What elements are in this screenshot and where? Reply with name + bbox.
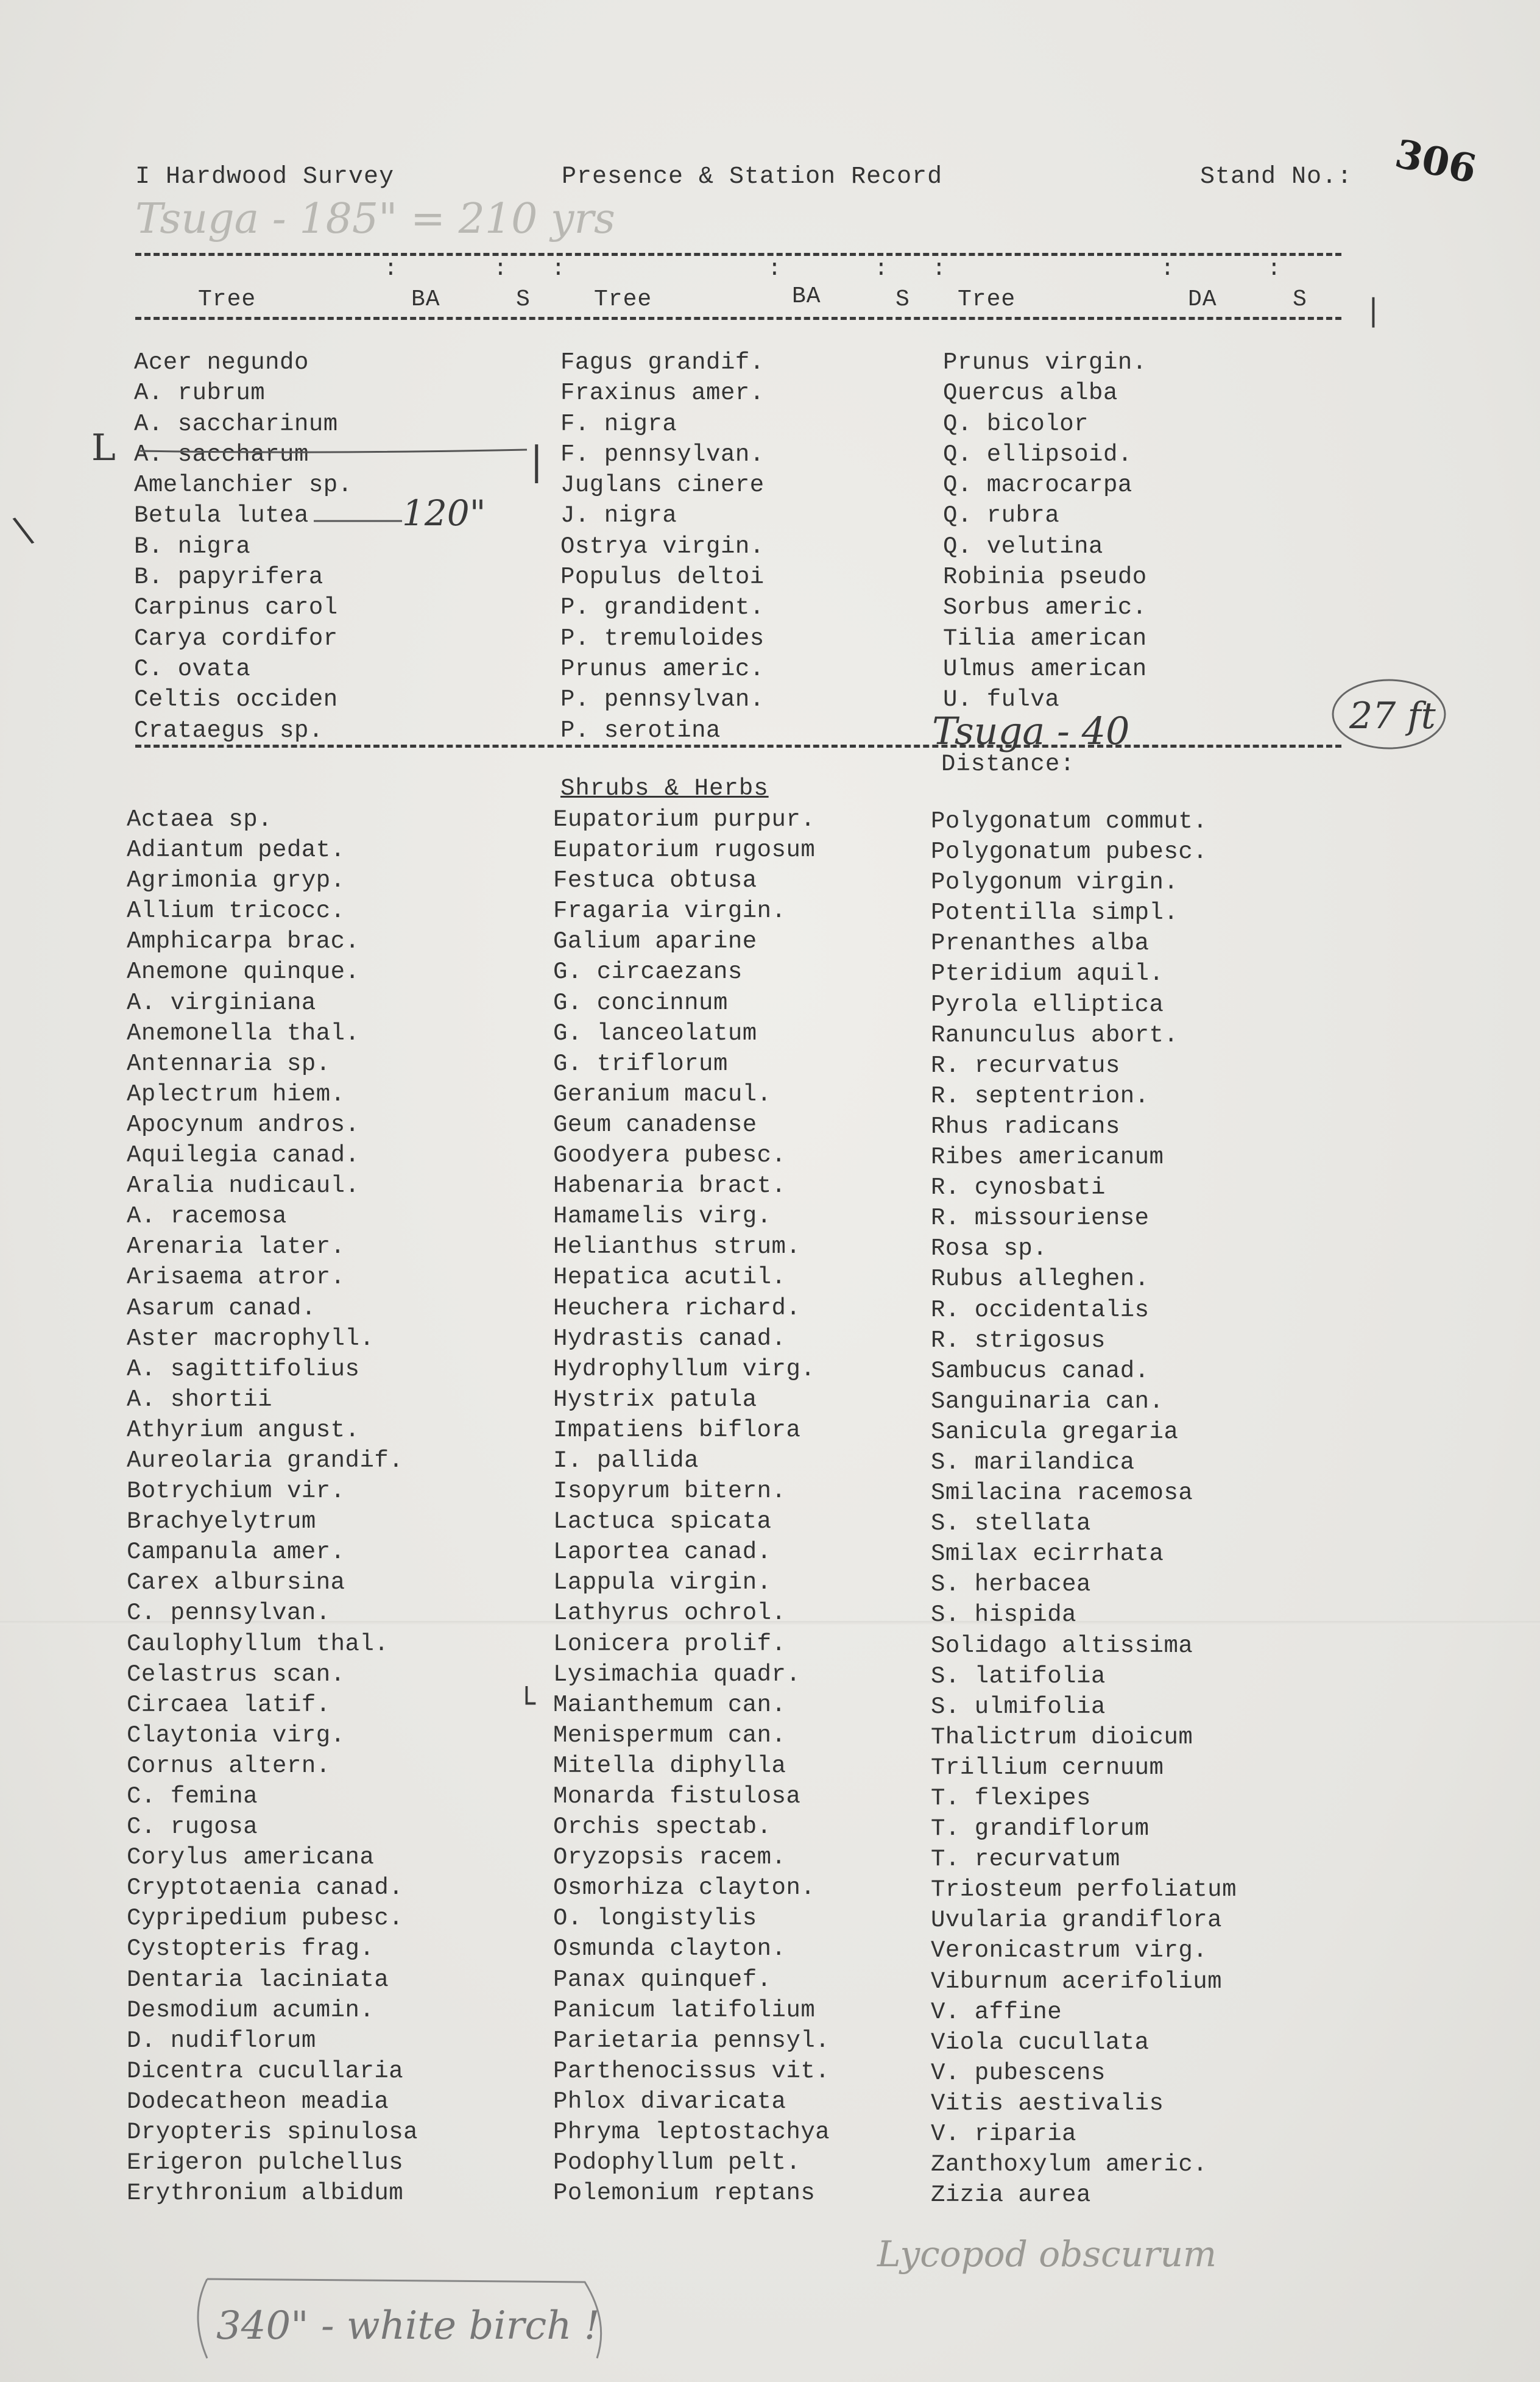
tree-species-entry: F. nigra [560, 410, 677, 438]
herb-species-entry: Smilacina racemosa [931, 1480, 1193, 1507]
herb-species-entry: V. affine [931, 1998, 1062, 2026]
tree-species-entry: Prunus americ. [560, 655, 765, 682]
tree-header-3: Tree [958, 286, 1016, 313]
herb-species-entry: Zanthoxylum americ. [931, 2151, 1208, 2178]
tree-species-entry: A. rubrum [134, 380, 266, 407]
herb-species-entry: S. hispida [931, 1601, 1077, 1629]
herb-species-entry: Allium tricocc. [127, 898, 345, 925]
tree-species-entry: Ostrya virgin. [560, 533, 765, 560]
herb-species-entry: Dentaria laciniata [127, 1966, 389, 1993]
herb-species-entry: Goodyera pubesc. [553, 1142, 786, 1169]
herb-species-entry: Solidago altissima [931, 1632, 1193, 1659]
herb-species-entry: Heuchera richard. [553, 1294, 801, 1322]
herb-species-entry: Rhus radicans [931, 1113, 1120, 1140]
circled-distance: 27 ft [1349, 695, 1436, 737]
left-margin-tick: \ [10, 508, 37, 553]
herb-species-entry: Geranium macul. [553, 1080, 772, 1108]
herb-species-entry: A. racemosa [127, 1203, 287, 1230]
herb-species-entry: Desmodium acumin. [127, 1996, 375, 2024]
herb-species-entry: Zizia aurea [931, 2182, 1091, 2209]
herb-species-entry: Actaea sp. [127, 806, 273, 833]
herb-species-entry: Eupatorium rugosum [553, 837, 816, 864]
herb-species-entry: Athyrium angust. [127, 1416, 360, 1444]
herb-species-entry: Aquilegia canad. [127, 1142, 360, 1169]
lycopod-handwritten-note: Lycopod obscurum [877, 2233, 1217, 2275]
tree-species-entry: Q. macrocarpa [943, 472, 1132, 499]
herb-species-entry: Menispermum can. [553, 1721, 786, 1749]
s-header-2: S [895, 286, 910, 313]
herb-species-entry: Geum canadense [553, 1111, 757, 1138]
herb-species-entry: Hydrastis canad. [553, 1325, 786, 1352]
s-header-3: S [1293, 286, 1307, 313]
herb-species-entry: Pteridium aquil. [931, 960, 1164, 988]
herb-species-entry: Eupatorium purpur. [553, 806, 816, 833]
herb-species-entry: R. strigosus [931, 1327, 1106, 1354]
herb-species-entry: Smilax ecirrhata [931, 1540, 1164, 1568]
herb-species-entry: Triosteum perfoliatum [931, 1876, 1237, 1904]
herb-species-entry: Caulophyllum thal. [127, 1630, 389, 1657]
tree-species-entry: Amelanchier sp. [134, 472, 353, 499]
herb-species-entry: Polygonatum pubesc. [931, 838, 1208, 866]
herb-species-entry: I. pallida [553, 1447, 699, 1474]
herb-species-entry: Adiantum pedat. [127, 837, 345, 864]
herb-species-entry: S. marilandica [931, 1448, 1135, 1476]
herb-species-entry: Dodecatheon meadia [127, 2088, 389, 2115]
herb-species-entry: Uvularia grandiflora [931, 1907, 1223, 1934]
herb-species-entry: Erigeron pulchellus [127, 2149, 404, 2177]
tree-species-entry: Ulmus american [943, 655, 1147, 682]
herb-species-entry: R. cynosbati [931, 1174, 1106, 1202]
herb-species-entry: Lonicera prolif. [553, 1630, 786, 1657]
s-header-1: S [516, 286, 531, 313]
herb-species-entry: Arisaema atror. [127, 1264, 345, 1291]
herb-species-entry: Botrychium vir. [127, 1478, 345, 1505]
tree-species-entry: P. pennsylvan. [560, 686, 765, 714]
tree-species-entry: F. pennsylvan. [560, 441, 765, 468]
herb-species-entry: Celastrus scan. [127, 1661, 345, 1688]
herb-species-entry: Prenanthes alba [931, 930, 1150, 957]
herb-species-entry: S. ulmifolia [931, 1693, 1106, 1720]
herb-species-entry: Polygonum virgin. [931, 869, 1179, 896]
shrubs-herbs-heading: Shrubs & Herbs [560, 775, 769, 802]
herb-species-entry: O. longistylis [553, 1905, 757, 1932]
herb-species-entry: Cryptotaenia canad. [127, 1874, 404, 1902]
tree-species-entry: Celtis occiden [134, 686, 338, 714]
herb-species-entry: V. pubescens [931, 2059, 1106, 2086]
herb-species-entry: Rubus alleghen. [931, 1266, 1150, 1293]
saccharum-check-mark: L [91, 427, 116, 469]
herb-species-entry: R. occidentalis [931, 1296, 1150, 1324]
herb-species-entry: Helianthus strum. [553, 1233, 801, 1261]
herb-species-entry: Ribes americanum [931, 1144, 1164, 1171]
herb-species-entry: Phlox divaricata [553, 2088, 786, 2115]
herb-species-entry: Mitella diphylla [553, 1752, 786, 1779]
herb-species-entry: Corylus americana [127, 1844, 375, 1871]
tree-column-3 [943, 347, 1147, 715]
herb-species-entry: Aureolaria grandif. [127, 1447, 404, 1474]
table-header-rule [135, 317, 1341, 320]
herb-species-entry: Panicum latifolium [553, 1996, 816, 2024]
header-right: Stand No.: [1200, 163, 1353, 191]
tree-species-entry: Fraxinus amer. [560, 380, 765, 407]
tree-species-entry: Acer negundo [134, 349, 309, 376]
herb-species-entry: Asarum canad. [127, 1294, 316, 1322]
herb-species-entry: Vitis aestivalis [931, 2090, 1164, 2117]
herb-species-entry: Laportea canad. [553, 1539, 772, 1566]
herb-species-entry: Polygonatum commut. [931, 808, 1208, 835]
herb-species-entry: Hydrophyllum virg. [553, 1355, 816, 1383]
ba-header-2: BA [792, 283, 821, 310]
tree-species-entry: Juglans cinere [560, 472, 765, 499]
herb-species-entry: Rosa sp. [931, 1235, 1048, 1263]
herb-species-entry: Pyrola elliptica [931, 991, 1164, 1018]
tree-species-entry: C. ovata [134, 655, 251, 682]
herb-species-entry: Dryopteris spinulosa [127, 2119, 419, 2146]
herb-species-entry: Brachyelytrum [127, 1508, 316, 1536]
tree-species-entry: Q. ellipsoid. [943, 441, 1132, 468]
tree-species-entry: Sorbus americ. [943, 594, 1147, 622]
herb-species-entry: C. pennsylvan. [127, 1600, 331, 1627]
herb-species-entry: Aster macrophyll. [127, 1325, 375, 1352]
header-tick: | [1368, 292, 1379, 328]
herb-species-entry: Cornus altern. [127, 1752, 331, 1779]
tree-header-2: Tree [594, 286, 652, 313]
herb-species-entry: Panax quinquef. [553, 1966, 772, 1993]
herb-column-1 [127, 804, 418, 2208]
survey-sheet: I Hardwood Survey Presence & Station Record Stand No.: 306 Tsuga - 185" = 210 yrs : : : : : : : : Tree BA S Tree BA S Tree DA S | Acer negundo A. rubrum A. saccharinum A. saccharum Amelanchier sp. Betula lutea B. nigra B. papyrifera Carpinus carol Carya cordifor C. ovata Celtis occiden Crataegus sp. Fagus grandif. Fraxinus amer. F. nigra F. pennsylvan. Juglans cinere J. nigra Ostrya virgin. Populus deltoi P. grandident. P. tremuloides Prunus americ. P. pennsylvan. P. serotina Prunus virgin. Quercus alba Q. bicolor Q. ellipsoid. Q. macrocarpa Q. rubra Q. velutina Robinia pseudo Sorbus americ. Tilia american Ulmus american U. fulva L | 120" \ Tsuga - 40 27 ft Distance: Shrubs & Herbs Actaea sp. Adiantum pedat. Agrimonia gryp. Allium tricocc. Amphicarpa brac. Anemone quinque. A. virginiana Anemonella thal. Antennaria sp. Aplectrum hiem. Apocynum andros. Aquilegia canad. Aralia nudicaul. A. racemosa Arenaria later. Arisaema atror. Asarum canad. Aster macrophyll. A. sagittifolius A. shortii Athyrium angust. Aureolaria grandif. Botrychium vir. Brachyelytrum Campanula amer. Carex albursina C. pennsylvan. Caulophyllum thal. Celastrus scan. Circaea latif. Claytonia virg. Cornus altern. C. femina C. rugosa Corylus americana Cryptotaenia canad. Cypripedium pubesc. Cystopteris frag. Dentaria laciniata Desmodium acumin. D. nudiflorum Dicentra cucullaria Dodecatheon meadia Dryopteris spinulosa Erigeron pulchellus Erythronium albidum Eupatorium purpur. Eupatorium rugosum Festuca obtusa Fragaria virgin. Galium aparine G. circaezans G. concinnum G. lanceolatum G. triflorum Geranium macul. Geum canadense Goodyera pubesc. Habenaria bract. Hamamelis virg. Helianthus strum. Hepatica acutil. Heuchera richard. Hydrastis canad. Hydrophyllum virg. Hystrix patula Impatiens biflora I. pallida Isopyrum bitern. Lactuca spicata Laportea canad. Lappula virgin. Lathyrus ochrol. Lonicera prolif. Lysimachia quadr. Maianthemum can. Menispermum can. Mitella diphylla Monarda fistulosa Orchis spectab. Oryzopsis racem. Osmorhiza clayton. O. longistylis Osmunda clayton. Panax quinquef. Panicum latifolium Parietaria pennsyl. Parthenocissus vit. Phlox divaricata Phryma leptostachya Podophyllum pelt. Polemonium reptans Polygonatum commut. Polygonatum pubesc. Polygonum virgin. Potentilla simpl. Prenanthes alba Pteridium aquil. Pyrola elliptica Ranunculus abort. R. recurvatus R. septentrion. Rhus radicans Ribes americanum R. cynosbati R. missouriense Rosa sp. Rubus alleghen. R. occidentalis R. strigosus Sambucus canad. Sanguinaria can. Sanicula gregaria S. marilandica Smilacina racemosa S. stellata Smilax ecirrhata S. herbacea S. hispida Solidago altissima S. latifolia S. ulmifolia Thalictrum dioicum Trillium cernuum T. flexipes T. grandiflorum T. recurvatum Triosteum perfoliatum Uvularia grandiflora Veronicastrum virg. Viburnum acerifolium V. affine Viola cucullata V. pubescens Vitis aestivalis V. riparia Zanthoxylum americ. Zizia aurea └ Lycopod obscurum 340" - white birch ! [0, 0, 1540, 2382]
herb-species-entry: Trillium cernuum [931, 1754, 1164, 1781]
herb-species-entry: Cypripedium pubesc. [127, 1905, 404, 1932]
herb-species-entry: Arenaria later. [127, 1233, 345, 1261]
tree-species-entry: P. tremuloides [560, 625, 765, 652]
tree-species-entry: Betula lutea [134, 502, 309, 530]
herb-species-entry: Aralia nudicaul. [127, 1172, 360, 1200]
herb-species-entry: G. concinnum [553, 989, 728, 1016]
herb-species-entry: Erythronium albidum [127, 2180, 404, 2207]
tree-species-entry: Prunus virgin. [943, 349, 1147, 376]
da-header-3: DA [1188, 286, 1217, 313]
herb-species-entry: Sanicula gregaria [931, 1418, 1179, 1445]
herb-species-entry: Polemonium reptans [553, 2180, 816, 2207]
tree-species-entry: Crataegus sp. [134, 717, 323, 744]
herb-species-entry: Lactuca spicata [553, 1508, 772, 1536]
tree-species-entry: Q. velutina [943, 533, 1103, 560]
herb-species-entry: Apocynum andros. [127, 1111, 360, 1138]
herb-species-entry: Lysimachia quadr. [553, 1661, 801, 1688]
herb-species-entry: C. rugosa [127, 1813, 258, 1841]
herb-species-entry: Impatiens biflora [553, 1416, 801, 1444]
herb-species-entry: G. triflorum [553, 1050, 728, 1077]
distance-label: Distance: [941, 751, 1075, 778]
herb-species-entry: Galium aparine [553, 928, 757, 955]
tree-species-entry: Carpinus carol [134, 594, 338, 622]
tree-species-entry: A. saccharinum [134, 410, 338, 438]
herb-species-entry: Antennaria sp. [127, 1050, 331, 1077]
tree-species-entry: Quercus alba [943, 380, 1118, 407]
pennsylvan-tick: | [530, 439, 543, 484]
herb-species-entry: A. sagittifolius [127, 1355, 360, 1383]
herb-species-entry: Maianthemum can. [553, 1691, 786, 1718]
herb-species-entry: Hystrix patula [553, 1386, 757, 1413]
herb-species-entry: Anemone quinque. [127, 959, 360, 986]
herb-species-entry: Veronicastrum virg. [931, 1937, 1208, 1965]
herb-species-entry: Campanula amer. [127, 1539, 345, 1566]
herb-species-entry: Claytonia virg. [127, 1721, 345, 1749]
herb-species-entry: Viburnum acerifolium [931, 1968, 1223, 1995]
herb-species-entry: S. herbacea [931, 1571, 1091, 1598]
ba-header-1: BA [411, 286, 440, 313]
herb-species-entry: S. stellata [931, 1510, 1091, 1537]
herb-species-entry: Viola cucullata [931, 2029, 1150, 2056]
herb-species-entry: T. grandiflorum [931, 1815, 1150, 1843]
herb-species-entry: Parietaria pennsyl. [553, 2027, 830, 2054]
tree-species-entry: Fagus grandif. [560, 349, 765, 376]
bottom-handwritten-note: 340" - white birch ! [216, 2303, 600, 2348]
herb-species-entry: Aplectrum hiem. [127, 1080, 345, 1108]
tree-species-entry: P. serotina [560, 717, 721, 744]
herb-species-entry: Podophyllum pelt. [553, 2149, 801, 2177]
herb-species-entry: A. shortii [127, 1386, 273, 1413]
betula-line [311, 515, 408, 527]
tsuga-distance-note: Tsuga - 40 [932, 709, 1130, 753]
tree-species-entry: U. fulva [943, 686, 1060, 714]
herb-species-entry: T. flexipes [931, 1785, 1091, 1812]
herb-species-entry: Hamamelis virg. [553, 1203, 772, 1230]
tree-species-entry: Populus deltoi [560, 564, 765, 591]
herb-species-entry: Oryzopsis racem. [553, 1844, 786, 1871]
herb-species-entry: Festuca obtusa [553, 867, 757, 895]
herb-species-entry: Anemonella thal. [127, 1019, 360, 1047]
herb-species-entry: G. circaezans [553, 959, 743, 986]
herb-species-entry: G. lanceolatum [553, 1019, 757, 1047]
tree-species-entry: Q. rubra [943, 502, 1060, 530]
betula-handwritten-note: 120" [402, 492, 486, 534]
herb-species-entry: Lappula virgin. [553, 1569, 772, 1597]
herb-species-entry: Hepatica acutil. [553, 1264, 786, 1291]
herb-species-entry: R. septentrion. [931, 1082, 1150, 1110]
top-handwritten-note: Tsuga - 185" = 210 yrs [135, 195, 615, 243]
tree-species-entry: Q. bicolor [943, 410, 1089, 438]
herb-species-entry: Circaea latif. [127, 1691, 331, 1718]
herb-species-entry: Habenaria bract. [553, 1172, 786, 1200]
saccharum-underline [137, 439, 563, 457]
herb-species-entry: S. latifolia [931, 1662, 1106, 1690]
maianthemum-check-mark: └ [518, 1687, 535, 1721]
herb-species-entry: Amphicarpa brac. [127, 928, 360, 955]
tree-species-entry: P. grandident. [560, 594, 765, 622]
herb-species-entry: Orchis spectab. [553, 1813, 772, 1841]
herb-species-entry: Cystopteris frag. [127, 1935, 375, 1963]
tree-column-2 [560, 347, 765, 746]
herb-species-entry: Potentilla simpl. [931, 899, 1179, 927]
stand-number-handwritten: 306 [1391, 130, 1480, 193]
tree-species-entry: Tilia american [943, 625, 1147, 652]
herb-species-entry: Carex albursina [127, 1569, 345, 1597]
header-center: Presence & Station Record [562, 163, 943, 191]
herb-column-2 [553, 804, 830, 2208]
tree-species-entry: B. nigra [134, 533, 251, 560]
herb-species-entry: Ranunculus abort. [931, 1021, 1179, 1049]
herb-species-entry: Thalictrum dioicum [931, 1723, 1193, 1751]
tree-species-entry: A. saccharum [134, 441, 309, 468]
tree-column-1 [134, 347, 353, 746]
tree-species-entry: Carya cordifor [134, 625, 338, 652]
header-left: I Hardwood Survey [135, 163, 395, 191]
herb-species-entry: Dicentra cucullaria [127, 2057, 404, 2085]
herb-species-entry: Sambucus canad. [931, 1357, 1150, 1384]
herb-species-entry: Phryma leptostachya [553, 2119, 830, 2146]
herb-species-entry: Monarda fistulosa [553, 1783, 801, 1810]
herb-species-entry: T. recurvatum [931, 1846, 1120, 1873]
herb-species-entry: R. recurvatus [931, 1052, 1120, 1079]
herb-column-3 [931, 806, 1237, 2210]
herb-species-entry: Parthenocissus vit. [553, 2057, 830, 2085]
herb-species-entry: Osmunda clayton. [553, 1935, 786, 1963]
herb-species-entry: Lathyrus ochrol. [553, 1600, 786, 1627]
tree-species-entry: J. nigra [560, 502, 677, 530]
herb-species-entry: Fragaria virgin. [553, 898, 786, 925]
tree-species-entry: Robinia pseudo [943, 564, 1147, 591]
herb-species-entry: Isopyrum bitern. [553, 1478, 786, 1505]
herb-species-entry: R. missouriense [931, 1205, 1150, 1232]
tree-header-1: Tree [198, 286, 256, 313]
herb-species-entry: C. femina [127, 1783, 258, 1810]
herb-species-entry: Sanguinaria can. [931, 1388, 1164, 1415]
herb-species-entry: Osmorhiza clayton. [553, 1874, 816, 1902]
herb-species-entry: V. riparia [931, 2121, 1077, 2148]
herb-species-entry: A. virginiana [127, 989, 316, 1016]
herb-species-entry: Agrimonia gryp. [127, 867, 345, 895]
herb-species-entry: D. nudiflorum [127, 2027, 316, 2054]
tree-species-entry: B. papyrifera [134, 564, 323, 591]
